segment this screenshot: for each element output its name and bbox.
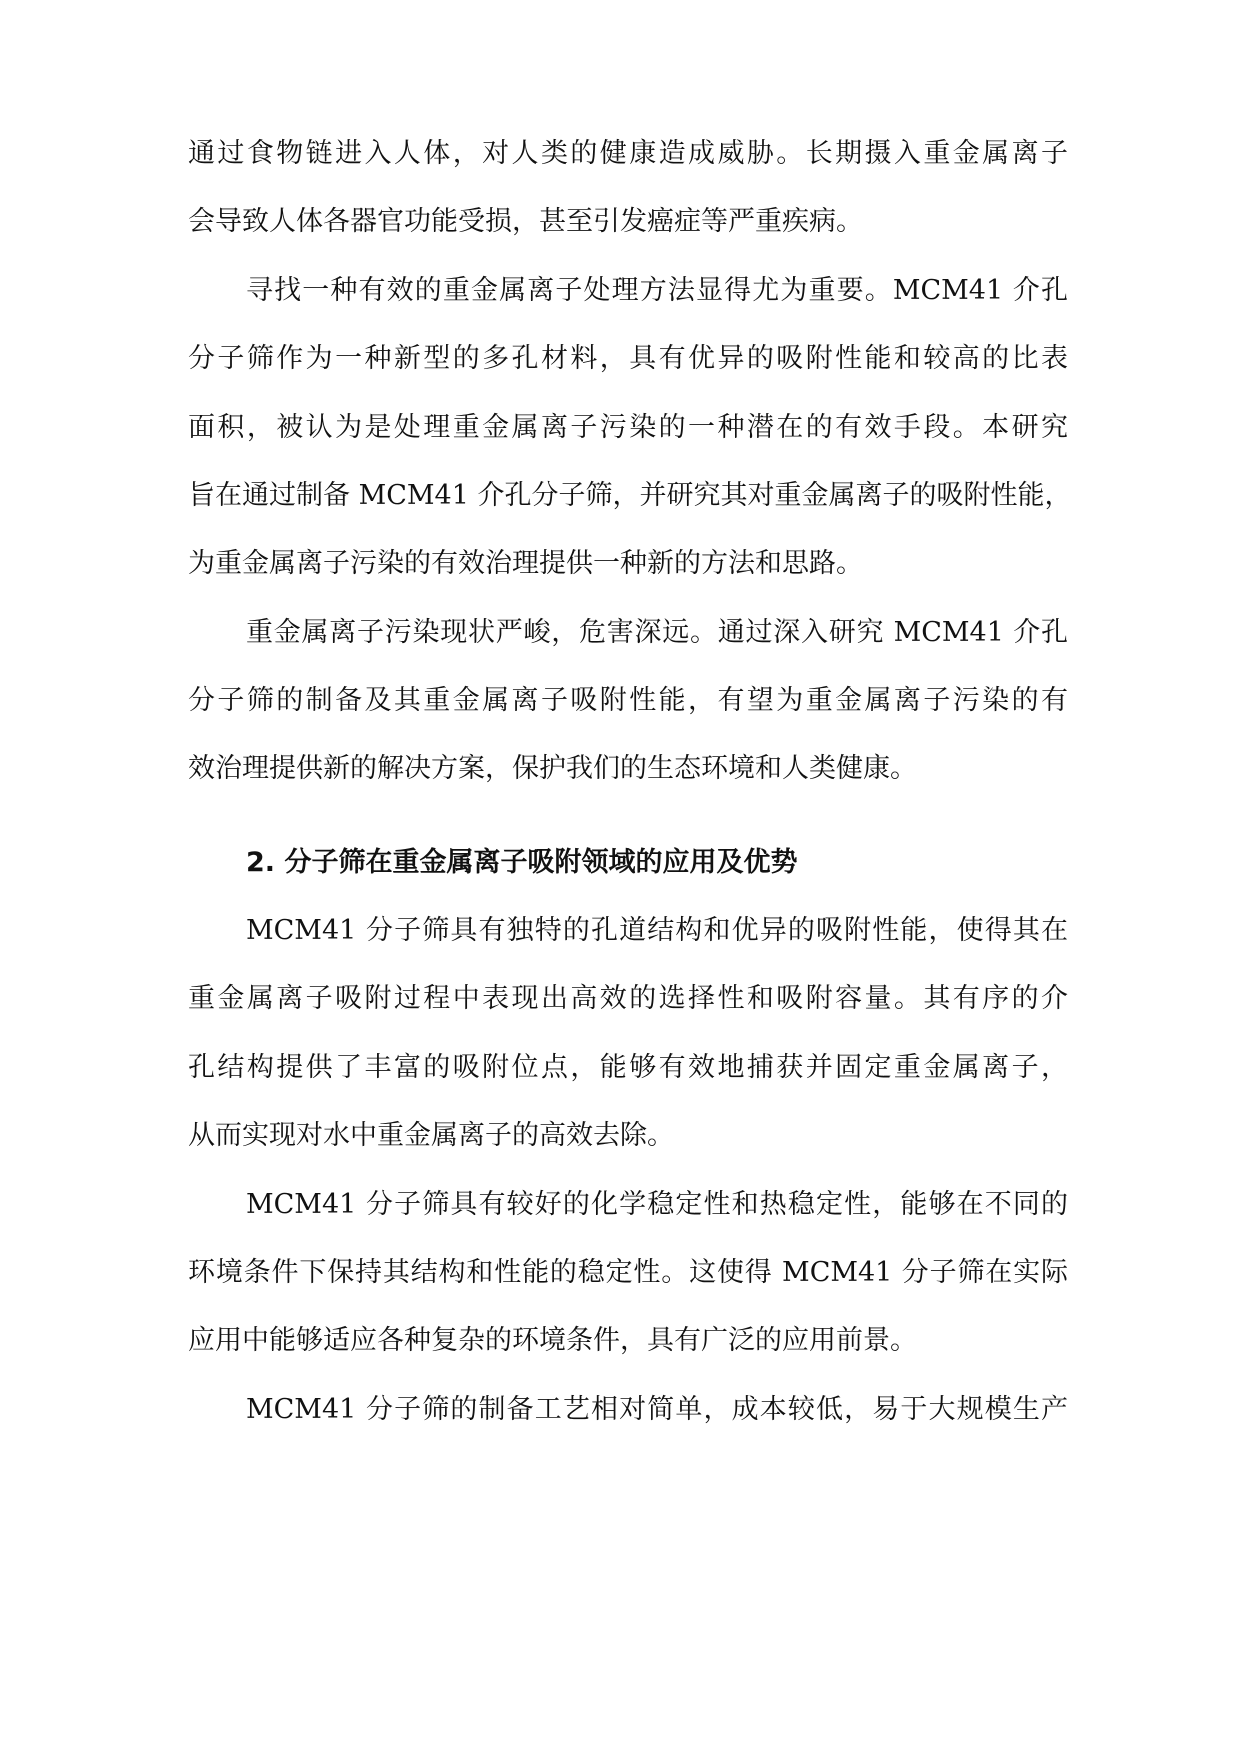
paragraph-line: 重金属离子吸附过程中表现出高效的选择性和吸附容量。其有序的介 xyxy=(188,983,1068,1014)
paragraph-line: 寻找一种有效的重金属离子处理方法显得尤为重要。MCM41 介孔 xyxy=(246,275,1068,306)
paragraph-line: MCM41 分子筛的制备工艺相对简单，成本较低，易于大规模生产 xyxy=(246,1394,1068,1425)
paragraph-line: 环境条件下保持其结构和性能的稳定性。这使得 MCM41 分子筛在实际 xyxy=(188,1257,1068,1288)
paragraph-line: 面积，被认为是处理重金属离子污染的一种潜在的有效手段。本研究 xyxy=(188,412,1068,443)
paragraph-line: 从而实现对水中重金属离子的高效去除。 xyxy=(188,1120,674,1151)
paragraph-line: 应用中能够适应各种复杂的环境条件，具有广泛的应用前景。 xyxy=(188,1325,917,1356)
paragraph-line: 分子筛的制备及其重金属离子吸附性能，有望为重金属离子污染的有 xyxy=(188,685,1068,716)
paragraph-line: 通过食物链进入人体，对人类的健康造成威胁。长期摄入重金属离子 xyxy=(188,138,1068,169)
paragraph-line: 为重金属离子污染的有效治理提供一种新的方法和思路。 xyxy=(188,548,863,579)
paragraph-line: 旨在通过制备 MCM41 介孔分子筛，并研究其对重金属离子的吸附性能， xyxy=(188,480,1072,511)
section-heading: 2. 分子筛在重金属离子吸附领域的应用及优势 xyxy=(246,847,798,878)
paragraph-line: 孔结构提供了丰富的吸附位点，能够有效地捕获并固定重金属离子， xyxy=(188,1052,1068,1083)
paragraph-line: MCM41 分子筛具有较好的化学稳定性和热稳定性，能够在不同的 xyxy=(246,1189,1068,1220)
paragraph-line: 会导致人体各器官功能受损，甚至引发癌症等严重疾病。 xyxy=(188,206,863,237)
paragraph-line: MCM41 分子筛具有独特的孔道结构和优异的吸附性能，使得其在 xyxy=(246,915,1068,946)
paragraph-line: 效治理提供新的解决方案，保护我们的生态环境和人类健康。 xyxy=(188,753,917,784)
paragraph-line: 重金属离子污染现状严峻，危害深远。通过深入研究 MCM41 介孔 xyxy=(246,617,1068,648)
paragraph-line: 分子筛作为一种新型的多孔材料，具有优异的吸附性能和较高的比表 xyxy=(188,343,1068,374)
